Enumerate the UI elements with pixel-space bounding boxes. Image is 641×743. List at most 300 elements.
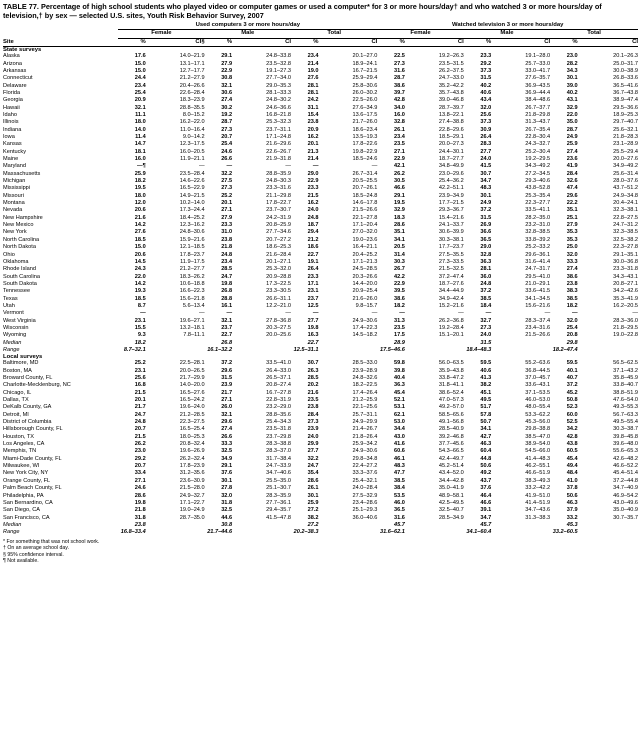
row-ci: 20.4–25.2 [352, 251, 378, 258]
row-ci: 22.6–28.4 [179, 89, 205, 96]
row-percent: 35.0 [566, 119, 578, 126]
row-site-label: Arizona [3, 60, 22, 67]
row-percent: 24.0 [307, 207, 319, 214]
row-percent: 24.8 [480, 280, 492, 287]
row-percent: 29.2 [480, 60, 492, 67]
row-ci: 22.5–26.0 [352, 97, 378, 104]
table-row [3, 149, 638, 156]
table-row [3, 470, 638, 477]
row-ci: 35.2–42.2 [438, 82, 464, 89]
row-percent: 21.7 [134, 404, 146, 411]
row-ci: 17.8–23.9 [179, 463, 205, 470]
row-ci: 45.4–51.4 [613, 470, 638, 477]
row-percent: 46.6 [480, 499, 492, 506]
row-ci: 16.5–22.9 [179, 185, 205, 192]
row-percent: 32.0 [221, 492, 233, 499]
table-row [3, 448, 638, 455]
row-ci [318, 529, 377, 536]
row-percent: 24.0 [480, 332, 492, 339]
row-ci: 24.3–32.7 [525, 141, 551, 148]
row-percent: 31.0 [221, 229, 233, 236]
row-ci: 22.3–27.7 [525, 200, 551, 207]
row-percent: 40.6 [480, 89, 492, 96]
row-ci: 45.3–56.0 [525, 419, 551, 426]
row-ci: 26.5–37.1 [266, 375, 291, 381]
row-ci: 33.3–37.6 [352, 470, 378, 477]
row-ci: 17.1–21.3 [352, 258, 378, 265]
row-ci: 16.7–21.5 [352, 67, 378, 74]
table-row [3, 97, 638, 104]
row-ci: 25.6–31.4 [613, 170, 638, 177]
row-percent: 53.5 [393, 492, 405, 499]
row-ci: 38.9–54.0 [525, 441, 551, 448]
row-percent: 32.0 [566, 317, 578, 324]
row-ci: 30.0–36.8 [613, 258, 638, 265]
row-percent: 25.2 [221, 192, 233, 199]
row-ci: 29.5–41.0 [525, 273, 551, 280]
row-ci: 9.0–14.2 [182, 134, 205, 140]
table-row [3, 90, 638, 97]
row-percent: 37.6 [480, 485, 492, 492]
row-ci: 16.4–21.1 [352, 244, 378, 251]
row-percent: 49.2 [480, 470, 492, 477]
row-ci: — [371, 163, 378, 170]
row-percent: 21.2 [307, 236, 319, 243]
row-ci: 38.6–52.4 [438, 389, 464, 396]
row-percent: 40.2 [480, 82, 492, 89]
row-percent: 11.1 [135, 111, 146, 118]
row-ci: 23.7–31.1 [266, 126, 291, 133]
row-ci: 42.4–49.7 [438, 455, 464, 462]
row-ci: 16.0–20.5 [179, 148, 205, 155]
row-ci: — [285, 310, 291, 317]
row-percent: 25.6 [480, 111, 492, 118]
row-ci: 10.2–14.0 [179, 200, 205, 207]
row-percent: 25.4 [566, 324, 578, 331]
row-ci: 18.7–27.7 [438, 156, 464, 163]
row-site-label: Memphis, TN [3, 448, 37, 455]
row-percent: 27.6 [134, 229, 146, 236]
row-ci: 28.3–35.9 [266, 492, 291, 499]
row-percent: 15.0 [134, 244, 146, 251]
row-ci: 22.3–27.5 [179, 419, 205, 426]
row-percent: 23.7 [221, 324, 233, 331]
table-row [3, 141, 638, 148]
row-percent: 31.5 [480, 214, 492, 221]
row-percent: 40.2 [566, 89, 578, 96]
table-row [3, 266, 638, 273]
row-ci: 21.8–29.5 [613, 324, 638, 331]
section-title: Local surveys [3, 354, 43, 361]
row-percent: 18.4 [480, 302, 492, 309]
row-percent: 51.7 [480, 404, 492, 411]
row-percent: 22.7 [307, 339, 319, 346]
row-ci: 23.4–31.6 [525, 324, 551, 331]
table-row [3, 53, 638, 60]
row-percent: 27.2 [307, 507, 319, 514]
row-ci: 25.9–34.2 [352, 441, 378, 448]
row-ci: 17.4–26.4 [352, 389, 378, 396]
row-ci: 28.3–38.8 [266, 441, 291, 448]
row-percent: 30.2 [221, 104, 233, 111]
row-ci: 21.2–25.9 [352, 397, 378, 404]
row-percent: 9.3 [137, 332, 146, 339]
row-percent: 31.5 [221, 375, 233, 381]
row-percent: 46.3 [566, 499, 578, 506]
row-ci: 25.7–33.0 [525, 60, 551, 67]
row-percent: 23.8 [566, 280, 578, 287]
row-ci: 28.7–39.7 [438, 104, 464, 111]
row-ci: 16.7–27.8 [266, 389, 291, 396]
row-ci: 23.7–29.8 [266, 433, 291, 440]
row-percent: 27.2 [307, 521, 319, 528]
row-percent: 38.2 [480, 382, 492, 389]
row-ci: 56.7–63.3 [613, 411, 638, 418]
row-percent: 32.0 [566, 251, 578, 258]
row-percent: 28.7 [393, 75, 405, 82]
table-row [3, 426, 638, 433]
row-ci: — [285, 163, 291, 170]
row-ci: 35.0–41.9 [438, 485, 464, 492]
row-percent: 30.8 [221, 75, 233, 82]
row-ci: 20.7–27.2 [266, 236, 291, 243]
row-ci: 27.7–34.0 [266, 75, 291, 82]
row-ci: 25.4–36.2 [438, 178, 464, 185]
table-row [3, 252, 638, 259]
row-percent: 16.2 [307, 200, 319, 207]
row-percent: 26.4 [307, 266, 319, 273]
row-ci: 46.9–54.2 [613, 492, 638, 499]
row-ci: 53.3–62.2 [525, 411, 551, 418]
row-site-label: North Carolina [3, 236, 40, 243]
row-ci: 21.0–29.1 [525, 280, 551, 287]
table-row [3, 303, 638, 310]
row-percent: 23.5 [307, 397, 319, 404]
row-percent: 28.4 [307, 411, 319, 418]
row-percent: 32.9 [566, 104, 578, 111]
row-percent: 26.8 [221, 339, 233, 346]
row-percent: 27.1 [393, 148, 405, 155]
row-ci: 13.2–18.1 [179, 324, 205, 331]
row-percent: 38.5 [480, 295, 492, 302]
row-site-label: Georgia [3, 97, 23, 104]
row-percent: 31.5 [480, 75, 492, 82]
row-percent: 21.4 [307, 156, 319, 163]
row-ci: 16.2–20.5 [613, 302, 638, 309]
row-percent: 39.0 [566, 82, 578, 89]
row-ci: 27.5–32.9 [352, 492, 378, 499]
median-row [3, 522, 638, 529]
row-ci: 23.2–29.0 [266, 404, 291, 411]
row-percent: 23.1 [134, 367, 146, 374]
row-site-label: Massachusetts [3, 170, 41, 177]
row-site-label: Los Angeles, CA [3, 441, 45, 448]
row-percent: 19.8 [221, 280, 233, 287]
row-percent: 62.1 [393, 411, 405, 418]
row-percent: 45.3 [566, 521, 578, 528]
table-row [3, 207, 638, 214]
row-percent: 49.4 [566, 463, 578, 470]
row-percent: 23.4 [221, 258, 233, 265]
row-ci: 5.6–13.4 [182, 302, 205, 309]
row-percent: 24.7 [134, 411, 146, 418]
table-row [3, 419, 638, 426]
row-ci: 16.5–24.2 [179, 397, 205, 404]
row-ci: 35.9–43.8 [438, 367, 464, 374]
table-row [3, 259, 638, 266]
row-ci: 18.9–25.3 [613, 111, 638, 118]
row-ci: 35.8–45.9 [613, 375, 638, 381]
row-ci: 16.5–27.6 [179, 389, 205, 396]
row-ci: 19.6–24.0 [179, 404, 205, 411]
table-row [3, 500, 638, 507]
row-ci: 26.6–31.1 [266, 295, 291, 302]
row-percent: 40.7 [566, 375, 578, 381]
footnote-1: † On an average school day. [3, 545, 69, 552]
row-site-label: San Diego, CA [3, 507, 41, 514]
row-ci: 38.3–49.3 [525, 477, 551, 484]
row-ci: 20.3–27.5 [266, 324, 291, 331]
row-site-label: Vermont [3, 310, 24, 317]
row-ci: 24.5–28.5 [352, 266, 378, 273]
row-ci: — [458, 310, 464, 317]
header-col-5: CI [318, 38, 377, 46]
row-percent: 28.1 [480, 266, 492, 273]
row-percent: 24.7 [307, 463, 319, 470]
row-percent: 40.6 [480, 367, 492, 374]
row-percent: 45.2 [566, 389, 578, 396]
row-percent: 14.0 [134, 126, 146, 133]
row-ci: 31.3–43.7 [525, 119, 551, 126]
row-percent: 18.4–48.3 [466, 346, 492, 353]
row-ci: 20.9–25.4 [352, 288, 378, 295]
table-row [3, 493, 638, 500]
row-site-label: New York City, NY [3, 470, 49, 477]
table-row [3, 412, 638, 419]
row-site-label: Illinois [3, 119, 19, 126]
row-ci [232, 522, 291, 529]
row-ci: 21.7–29.9 [179, 375, 205, 381]
row-percent: 59.5 [480, 360, 492, 367]
row-percent: 34.7 [480, 514, 492, 521]
row-percent: 25.4 [221, 141, 233, 148]
row-ci: 19.0–23.6 [352, 236, 378, 243]
row-ci: 33.0–41.7 [525, 67, 551, 74]
row-percent: 23.8 [134, 521, 146, 528]
row-percent: 25.1 [566, 214, 578, 221]
row-ci: 34.3–49.2 [525, 163, 551, 170]
range-row [3, 347, 638, 354]
row-site-label: South Dakota [3, 280, 37, 287]
row-percent: — [572, 310, 578, 317]
row-site-label: Rhode Island [3, 266, 36, 273]
row-ci: 26.2–32.4 [179, 455, 205, 462]
row-ci: 41.4–51.9 [525, 499, 551, 506]
row-ci: 30.0–38.9 [613, 67, 638, 74]
row-percent: 34.4 [393, 426, 405, 433]
row-ci: 28.8–35.9 [266, 170, 291, 177]
row-percent: 43.0 [393, 433, 405, 440]
row-percent: 44.6 [221, 514, 233, 521]
row-percent: 37.3 [480, 67, 492, 74]
row-ci: 36.7–43.8 [613, 89, 638, 96]
row-ci: 49.2–57.0 [438, 404, 464, 411]
header-column-row [3, 38, 638, 46]
row-ci: 12.1–18.5 [179, 244, 205, 251]
row-percent: — [226, 310, 233, 317]
row-percent: 26.3 [307, 367, 319, 374]
row-ci: 45.2–51.4 [438, 463, 464, 470]
row-percent: 32.2 [307, 455, 319, 462]
row-ci: 26.7–31.4 [352, 170, 378, 177]
row-ci: 37.2–47.4 [438, 273, 464, 280]
row-percent: 34.1 [393, 236, 405, 243]
row-site-label: DeKalb County, GA [3, 404, 52, 411]
row-percent: 32.1 [221, 411, 233, 418]
row-ci: 17.3–24.4 [179, 207, 205, 214]
row-ci: 17.1–22.7 [179, 499, 205, 506]
range-row [3, 529, 638, 536]
row-ci: 28.5–34.9 [438, 514, 464, 521]
row-percent: 18.5 [134, 236, 146, 243]
row-percent: 29.6 [566, 192, 578, 199]
row-site-label: Connecticut [3, 75, 33, 82]
row-ci: 11.9–21.1 [180, 156, 205, 163]
table-row [3, 404, 638, 411]
row-percent: 28.1 [307, 89, 319, 96]
row-ci: 36.9–43.5 [525, 82, 551, 89]
row-ci: 24.7–31.7 [525, 266, 551, 273]
row-percent: 39.1 [480, 507, 492, 514]
row-ci: 23.4–28.6 [352, 499, 378, 506]
row-site-label: Chicago, IL [3, 389, 32, 396]
row-site-label: West Virginia [3, 317, 36, 324]
row-ci: 20.8–27.1 [613, 280, 638, 287]
row-ci: 29.1–35.1 [613, 251, 638, 258]
row-percent: 43.1 [566, 97, 578, 104]
data-table [3, 22, 638, 537]
row-ci: 34.1–34.5 [525, 295, 551, 302]
row-ci: 20.0–26.5 [179, 367, 205, 374]
row-site-label: Indiana [3, 126, 22, 133]
row-ci [578, 347, 638, 354]
row-ci: 46.6–51.9 [525, 470, 551, 477]
footnote-0: * For something that was not school work. [3, 538, 100, 545]
row-ci: 15.2–21.6 [438, 302, 464, 309]
row-ci: 42.6–48.2 [613, 455, 638, 462]
row-ci: 21.2–27.7 [179, 266, 205, 273]
row-percent: 29.8 [566, 339, 578, 346]
row-percent: 24.3 [134, 266, 146, 273]
row-ci: 23.3–31.8 [613, 266, 638, 273]
row-ci: 23.5–28.4 [179, 170, 205, 177]
row-percent: 29.1 [221, 463, 233, 470]
row-percent: 20.7 [134, 463, 146, 470]
row-ci: 34.7–43.6 [525, 507, 551, 514]
row-ci: 21.8–26.4 [352, 433, 378, 440]
row-percent: 47.4 [566, 185, 578, 192]
row-ci: 19.2–26.3 [438, 53, 464, 60]
row-ci: 29.0–35.3 [266, 82, 291, 89]
row-ci: 39.2–46.8 [438, 433, 464, 440]
row-ci: 33.5–41.0 [266, 360, 291, 367]
row-ci: 25.6–32.1 [613, 126, 638, 133]
subheader-female-1: Female [118, 30, 204, 38]
row-ci [232, 529, 291, 536]
row-percent: 36.5 [480, 236, 492, 243]
row-ci: 24.8–30.2 [266, 97, 291, 104]
row-site-label: Delaware [3, 82, 27, 89]
row-percent: 31.4 [393, 251, 405, 258]
row-ci: 42.2–51.1 [438, 185, 464, 192]
row-percent: 33.4 [134, 470, 146, 477]
row-percent: 32.1 [221, 82, 233, 89]
row-percent: 27.1 [221, 397, 233, 404]
row-percent: 32.7 [480, 317, 492, 324]
row-ci: 19.1–28.0 [525, 53, 551, 60]
row-ci: 16.8–21.8 [266, 111, 291, 118]
table-row [3, 332, 638, 339]
header-subgroup-row [3, 30, 638, 38]
row-ci [491, 529, 550, 536]
row-site-label: Hillsborough County, FL [3, 426, 63, 433]
row-percent: 19.5 [393, 200, 405, 207]
row-ci: 27.7–34.6 [266, 229, 291, 236]
row-percent: 27.7 [480, 148, 492, 155]
row-ci [318, 522, 377, 529]
row-percent: 31.1 [307, 104, 319, 111]
row-percent: 20.6 [134, 207, 146, 214]
row-site-label: Montana [3, 200, 25, 207]
row-percent: 28.6 [307, 477, 319, 484]
row-percent: 20.8 [566, 332, 578, 339]
row-ci: 25.3–32.0 [266, 266, 291, 273]
row-percent: 52.1 [393, 397, 405, 404]
row-percent: 27.7 [307, 448, 319, 455]
table-row [3, 375, 638, 382]
row-percent: 26.8 [221, 288, 233, 295]
row-ci: 19.2–28.4 [438, 324, 464, 331]
row-percent: 26.4 [480, 134, 492, 140]
row-percent: 29.4 [307, 229, 319, 236]
row-ci: 25.7–31.1 [352, 411, 378, 418]
subheader-female-2: Female [377, 30, 463, 38]
table-row [3, 171, 638, 178]
row-percent: 21.6 [307, 389, 319, 396]
row-percent: 17.5 [393, 332, 405, 339]
row-ci: 29.8–34.8 [352, 455, 378, 462]
row-ci: 29.4–35.7 [266, 507, 291, 514]
row-ci: 17.4–22.3 [352, 324, 378, 331]
row-percent: 18.6 [307, 244, 319, 251]
row-ci: 35.7–43.8 [438, 89, 464, 96]
row-percent: 27.4 [221, 426, 233, 433]
row-ci [578, 529, 638, 536]
row-site-label: Detroit, MI [3, 411, 29, 418]
row-percent: 25.9 [307, 499, 319, 506]
table-row [3, 237, 638, 244]
row-ci: 21.5–32.5 [438, 266, 464, 273]
row-ci: 34.2–42.6 [613, 288, 638, 295]
row-ci: 41.9–51.0 [525, 492, 551, 499]
row-ci: 43.4–52.0 [438, 470, 464, 477]
row-percent: 20.9 [307, 126, 319, 133]
row-percent: 35.1 [393, 229, 405, 236]
table-row [3, 83, 638, 90]
row-site-label: Milwaukee, WI [3, 463, 40, 470]
row-percent: 48.4 [566, 470, 578, 477]
row-ci: 24.7–33.9 [266, 463, 291, 470]
